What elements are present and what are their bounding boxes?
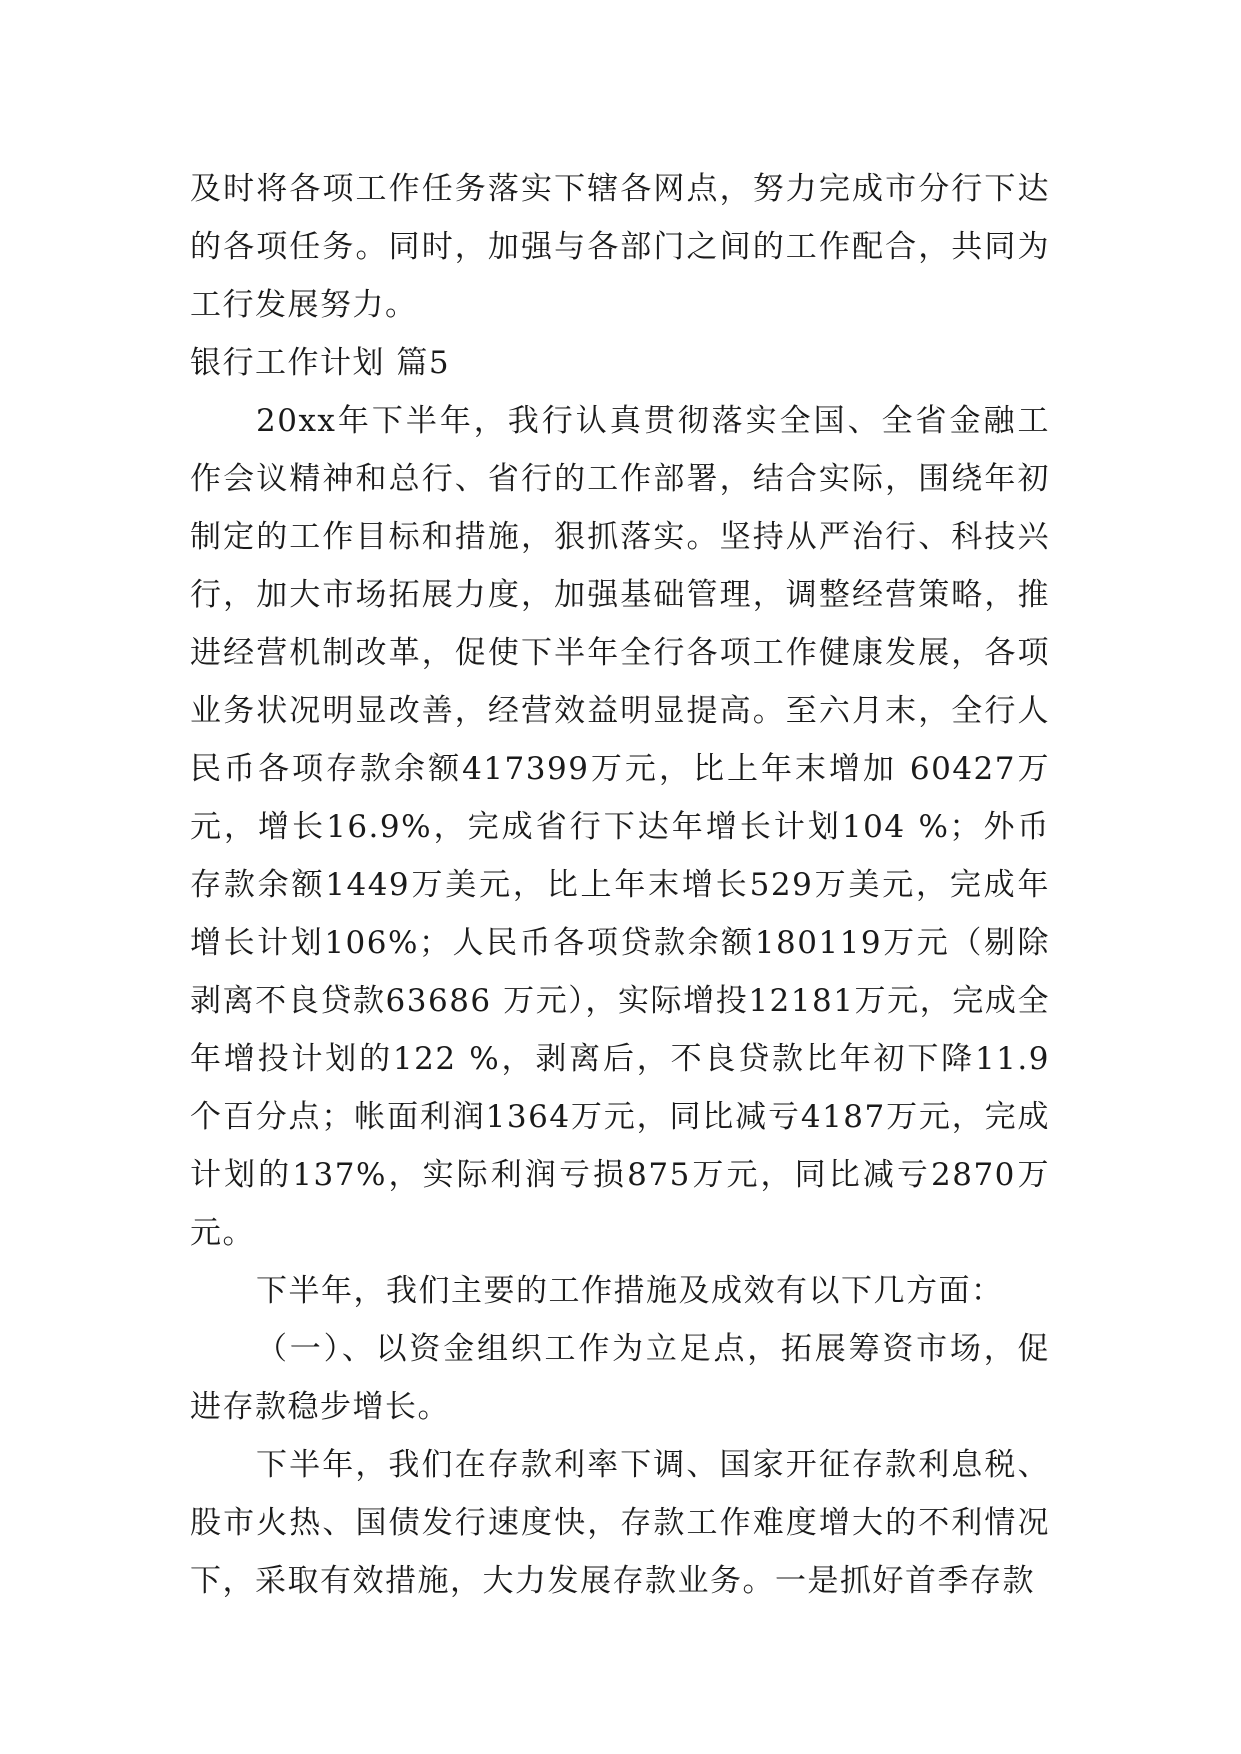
- paragraph-section-one-title: （一）、以资金组织工作为立足点，拓展筹资市场，促进存款稳步增长。: [190, 1331, 1050, 1425]
- paragraph-deposit-work: 下半年，我们在存款利率下调、国家开征存款利息税、股市火热、国债发行速度快，存款工作难度增大的不利情况下，采取有效措施，大力发展存款业务。一是抓好首季存款: [190, 1447, 1050, 1599]
- section-heading: 银行工作计划 篇5: [190, 345, 451, 381]
- paragraph-continuation: 及时将各项工作任务落实下辖各网点，努力完成市分行下达的各项任务。同时，加强与各部门之间的工作配合，共同为工行发展努力。: [190, 171, 1050, 323]
- paragraph-intro-measures: 下半年，我们主要的工作措施及成效有以下几方面：: [256, 1273, 1004, 1309]
- paragraph-summary: 20xx年下半年，我行认真贯彻落实全国、全省金融工作会议精神和总行、省行的工作部署，结合实际，围绕年初制定的工作目标和措施，狠抓落实。坚持从严治行、科技兴行，加大市场拓展力度，加强基础管理，调整经营策略，推进经营机制改革，促使下半年全行各项工作健康发展，各项业务状况明显改善，经营效益明显提高。至六月末，全行人民币各项存款余额417399万元，比上年末增加 60427万元，增长16.9%，完成省行下达年增长计划104 %；外币存款余额1449万美元，比上年末增长529万美元，完成年增长计划106%；人民币各项贷款余额180119万元（剔除剥离不良贷款63686 万元），实际增投12181万元，完成全年增投计划的122 %，剥离后，不良贷款比年初下降11.9 个百分点；帐面利润1364万元，同比减亏4187万元，完成计划的137%，实际利润亏损875万元，同比减亏2870万元。: [190, 403, 1050, 1251]
- document-body: [190, 160, 1050, 1610]
